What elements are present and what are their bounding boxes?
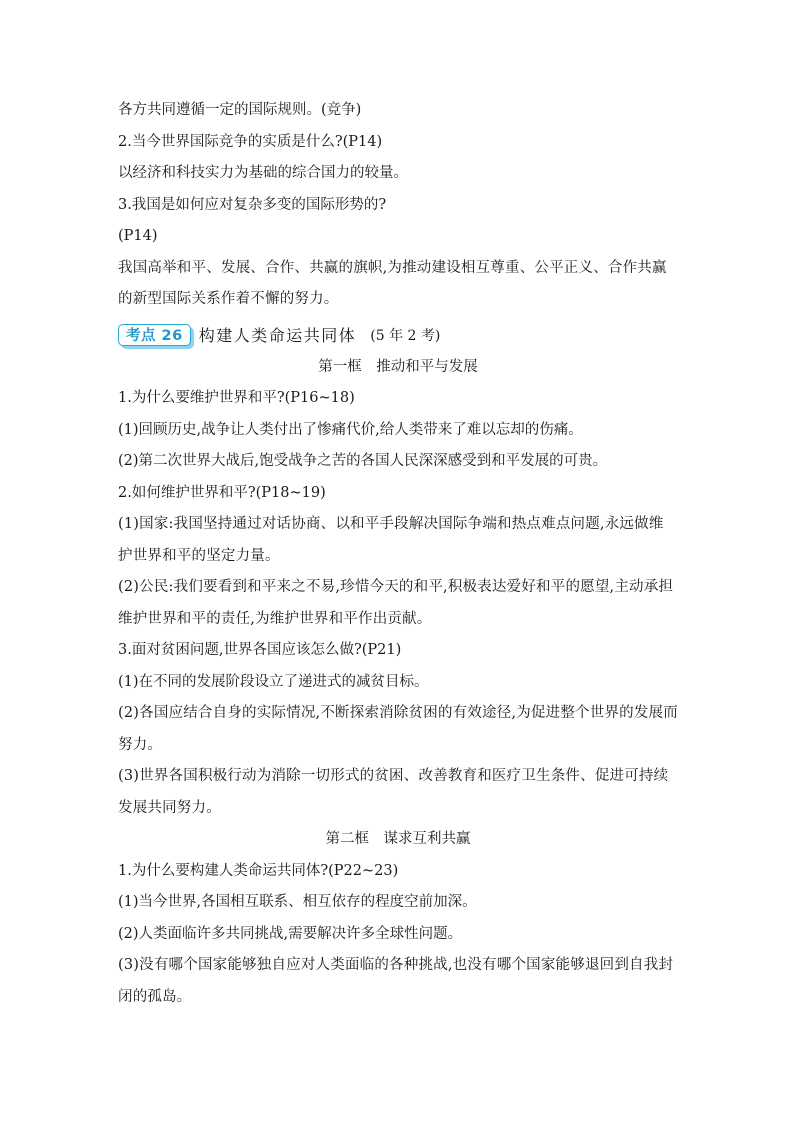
answer-paragraph: (3)世界各国积极行动为消除一切形式的贫困、改善教育和医疗卫生条件、促进可持续发展共同努力。 bbox=[118, 768, 669, 816]
section-header bbox=[118, 318, 678, 352]
question-line: 1.为什么要构建人类命运共同体?(P22~23) bbox=[118, 862, 399, 879]
answer-line: (1)在不同的发展阶段设立了递进式的减贫目标。 bbox=[118, 673, 429, 690]
document-page bbox=[118, 95, 678, 1013]
page-reference: (P14) bbox=[118, 228, 158, 244]
question-line: 1.为什么要维护世界和平?(P16~18) bbox=[118, 390, 355, 406]
answer-paragraph: 我国高举和平、发展、合作、共赢的旗帜,为推动建设相互尊重、公平正义、合作共赢的新型国际关系作着不懈的努力。 bbox=[118, 259, 667, 307]
answer-paragraph: (3)没有哪个国家能够独自应对人类面临的各种挑战,也没有哪个国家能够退回到自我封闭的孤岛。 bbox=[118, 957, 674, 1005]
question-line: 3.我国是如何应对复杂多变的国际形势的? bbox=[118, 196, 387, 213]
section-badge: 考点 26 bbox=[118, 324, 191, 346]
answer-line: (1)回顾历史,战争让人类付出了惨痛代价,给人类带来了难以忘却的伤痛。 bbox=[118, 421, 583, 438]
text-line: 各方共同遵循一定的国际规则。(竞争) bbox=[118, 102, 362, 118]
answer-paragraph: (2)各国应结合自身的实际情况,不断探索消除贫困的有效途径,为促进整个世界的发展而努力。 bbox=[118, 705, 678, 753]
question-line: 2.如何维护世界和平?(P18~19) bbox=[118, 484, 326, 501]
answer-line: (1)当今世界,各国相互联系、相互依存的程度空前加深。 bbox=[118, 894, 477, 910]
answer-line: 以经济和科技实力为基础的综合国力的较量。 bbox=[118, 165, 408, 181]
question-line: 3.面对贫困问题,世界各国应该怎么做?(P21) bbox=[118, 642, 402, 658]
section-note: (5 年 2 考) bbox=[370, 327, 441, 344]
answer-paragraph: (1)国家:我国坚持通过对话协商、以和平手段解决国际争端和热点难点问题,永远做维护世界和平的坚定力量。 bbox=[118, 516, 664, 564]
answer-line: (2)第二次世界大战后,饱受战争之苦的各国人民深深感受到和平发展的可贵。 bbox=[118, 453, 608, 469]
frame-title: 第一框 推动和平与发展 bbox=[318, 358, 478, 375]
section-title: 构建人类命运共同体 bbox=[198, 326, 357, 345]
frame-title: 第二框 谋求互利共赢 bbox=[325, 831, 471, 847]
answer-paragraph: (2)公民:我们要看到和平来之不易,珍惜今天的和平,积极表达爱好和平的愿望,主动承担维护世界和平的责任,为维护世界和平作出贡献。 bbox=[118, 579, 674, 627]
answer-line: (2)人类面临许多共同挑战,需要解决许多全球性问题。 bbox=[118, 925, 463, 942]
question-line: 2.当今世界国际竞争的实质是什么?(P14) bbox=[118, 133, 383, 150]
